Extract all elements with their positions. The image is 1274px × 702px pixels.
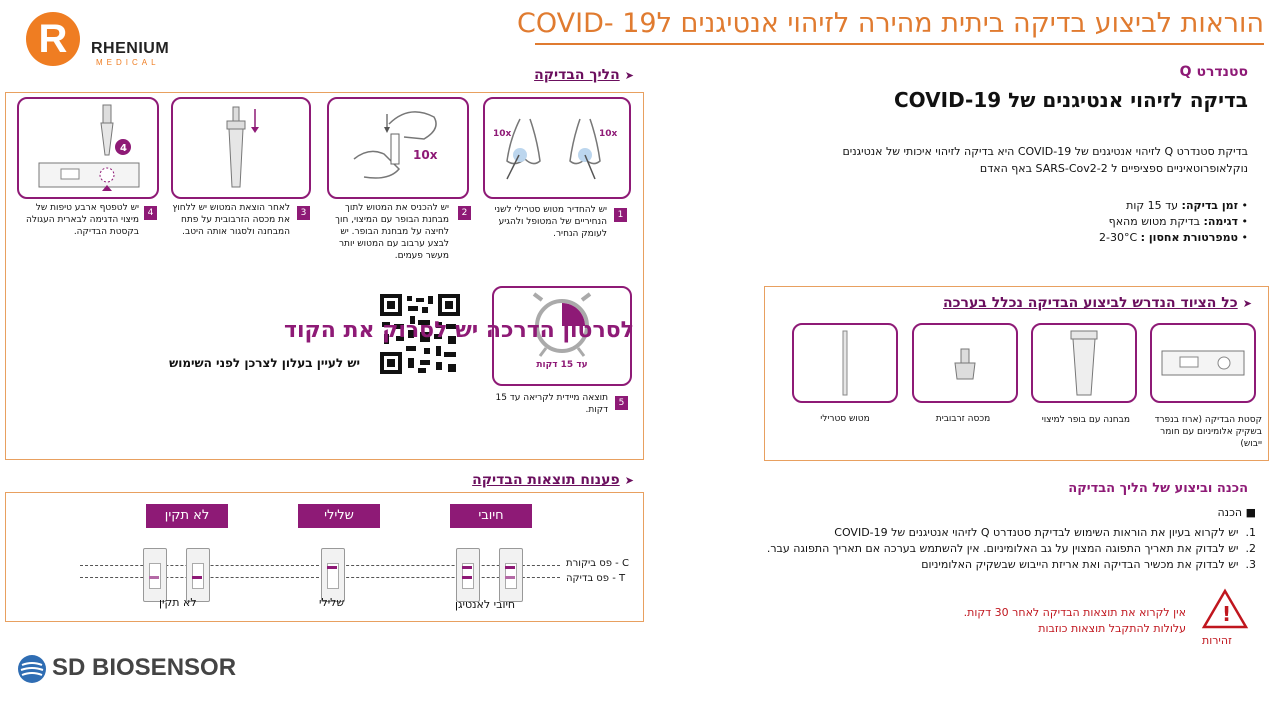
step-3	[168, 202, 310, 238]
step-3-image	[171, 97, 311, 199]
caption-invalid: לא תקין	[159, 596, 197, 609]
prep-subtitle: ■ הכנה	[1217, 506, 1256, 519]
equipment-cassette	[1150, 323, 1256, 403]
step-1-image	[483, 97, 631, 199]
prep-title: הכנה וביצוע של הליך הבדיקה	[1068, 481, 1248, 496]
equipment-tube	[1031, 323, 1137, 403]
page-title: הוראות לביצוע בדיקה ביתית מהירה לזיהוי אנטיגנים לCOVID- 19	[517, 8, 1264, 39]
description-line-2: נוקלאופרוטאיניים ספציפיים ל SARS-Cov2-2 באף האדם	[979, 162, 1248, 175]
results-heading	[472, 469, 634, 488]
cassette-positive-weak	[499, 548, 523, 602]
prep-item: 2. יש לבדוק את תאריך התפוגה המצוין על גב האלומיניום. אין להשתמש בערכה אם תאריך התפוגה עבר.	[766, 542, 1256, 555]
procedure-title: הליך הבדיקה	[534, 67, 620, 83]
drop-sample-icon	[19, 99, 157, 197]
swab-icon	[794, 325, 896, 401]
prep-item: 3. יש לבדוק את מכשיר הבדיקה ואת אריזת הייבוש שבשקיק האלומיניום	[921, 558, 1256, 571]
legend-test: T - פס בדיקה	[566, 573, 626, 584]
qr-subtitle: יש לעיין בעלון לצרכן לפני השימוש	[169, 356, 360, 370]
step-2	[327, 202, 471, 262]
cassette-icon	[1152, 325, 1254, 401]
svg-text:4: 4	[120, 143, 127, 154]
step-number: 1	[614, 208, 627, 222]
warning-text	[964, 605, 1186, 637]
equipment-label-cap: מכסה זרבובית	[935, 414, 991, 424]
step-number: 4	[144, 206, 157, 220]
nose-swab-icon	[485, 99, 629, 197]
cassette-positive-strong	[456, 548, 480, 602]
logo-name: RHENIUM	[91, 40, 170, 57]
equipment-label-tube: מבחנה עם בופר למיצוי	[1041, 415, 1130, 425]
chevron-icon: ➤	[1242, 297, 1252, 310]
warning-label: זהירות	[1202, 634, 1232, 647]
svg-text:10x: 10x	[599, 129, 618, 139]
caption-positive: חיובי לאנטיגן	[455, 598, 516, 611]
spec-storage: • טמפרטורת אחסון : 2-30°C	[1099, 231, 1248, 244]
result-positive-label: חיובי	[450, 504, 532, 528]
sd-biosensor-logo-icon	[18, 655, 46, 683]
prep-item: 1. יש לקרוא בעיון את הוראות השימוש לבדיקת סטנדרט Q לזיהוי אנטיגנים של COVID-19	[834, 526, 1256, 539]
prep-list	[696, 525, 1256, 573]
timer-label: עד 15 דקות	[536, 360, 588, 370]
title-underline	[535, 43, 1264, 45]
svg-text:10x: 10x	[493, 129, 512, 139]
result-negative-label: שלילי	[298, 504, 380, 528]
step-1	[487, 204, 627, 240]
cassette-invalid-test-only	[186, 548, 210, 602]
legend-control: C - פס ביקורת	[566, 558, 629, 569]
step-5	[488, 392, 628, 416]
step-text: תוצאה מיידית לקריאה עד 15 דקות.	[495, 393, 608, 415]
warning-triangle-icon	[1201, 588, 1249, 634]
cassette-invalid-none	[143, 548, 167, 602]
chevron-icon: ➤	[624, 69, 634, 82]
spec-time: • זמן בדיקה: עד 15 קות	[1126, 199, 1248, 212]
svg-text:!: !	[1222, 602, 1232, 626]
step-number: 2	[458, 206, 471, 220]
rhenium-logo-icon: R	[26, 12, 80, 66]
step-number: 3	[297, 206, 310, 220]
spec-sample: • דגימה: בדיקת מטוש מהאף	[1108, 215, 1248, 228]
equipment-cap	[912, 323, 1018, 403]
product-description	[788, 143, 1248, 177]
footer-brand: SD BIOSENSOR	[52, 654, 237, 681]
equipment-label-swab: מטוש סטרילי	[820, 414, 870, 424]
procedure-heading	[534, 64, 634, 83]
equipment-title: כל הציוד הנדרש לביצוע הבדיקה נכלל בערכה	[943, 295, 1238, 311]
step-text: יש להחדיר מטוש סטרילי לשני הנחיריים של המטופל ולהגיע לעומק הנחיר.	[494, 205, 607, 239]
warning-line-1: אין לקרוא את תוצאות הבדיקה לאחר 30 דקות.	[963, 606, 1186, 619]
caption-negative: שלילי	[319, 596, 345, 609]
product-specs	[1099, 198, 1248, 246]
tube-mixing-icon	[329, 99, 467, 197]
result-invalid-label: לא תקין	[146, 504, 228, 528]
equipment-label-cassette: קסטת הבדיקה (ארוז בנפרד בשקיק אלומיניום עם חומר ייבוש)	[1154, 415, 1262, 449]
logo-subtitle: MEDICAL	[96, 58, 160, 67]
tube-icon	[1033, 325, 1135, 401]
tube-cap-icon	[173, 99, 309, 197]
results-title: פענוח תוצאות הבדיקה	[472, 472, 620, 488]
equipment-heading	[943, 292, 1252, 311]
step-4-image	[17, 97, 159, 199]
cassette-negative	[321, 548, 345, 602]
product-heading: בדיקה לזיהוי אנטיגנים של COVID-19	[894, 88, 1248, 112]
description-line-1: בדיקת סטנדרט Q לזיהוי אנטיגנים של COVID-19 היא בדיקה לזיהוי איכותי של אנטיגנים	[842, 145, 1248, 158]
step-text: יש לטפטף ארבע טיפות של מיצוי הדגימה לבארית העגולה בקסטת הבדיקה.	[25, 203, 139, 237]
svg-text:10x: 10x	[413, 148, 438, 162]
step-4	[17, 202, 157, 238]
step-number: 5	[615, 396, 628, 410]
step-text: לאחר הוצאת המטוש יש ללחוץ את מכסה הזרבובית על פתח המבחנה ולסגור אותה היטב.	[172, 203, 290, 237]
warning-line-2: עלולות להתקבל תוצאות כוזבות	[1038, 622, 1186, 635]
step-text: יש להכניס את המטוש לתוך מבחנת הבופר עם המיצוי, חוך לחיצה על מבחנת הבופר. יש לבצע ערבוב עם המטוש יותר מעשר פעמים.	[335, 203, 449, 261]
nozzle-cap-icon	[914, 325, 1016, 401]
chevron-icon: ➤	[624, 474, 634, 487]
qr-title: לסרטון הדרכה יש לסרוק את הקוד	[284, 318, 634, 343]
step-2-image	[327, 97, 469, 199]
equipment-swab	[792, 323, 898, 403]
product-brand: סטנדרט Q	[1179, 64, 1248, 80]
